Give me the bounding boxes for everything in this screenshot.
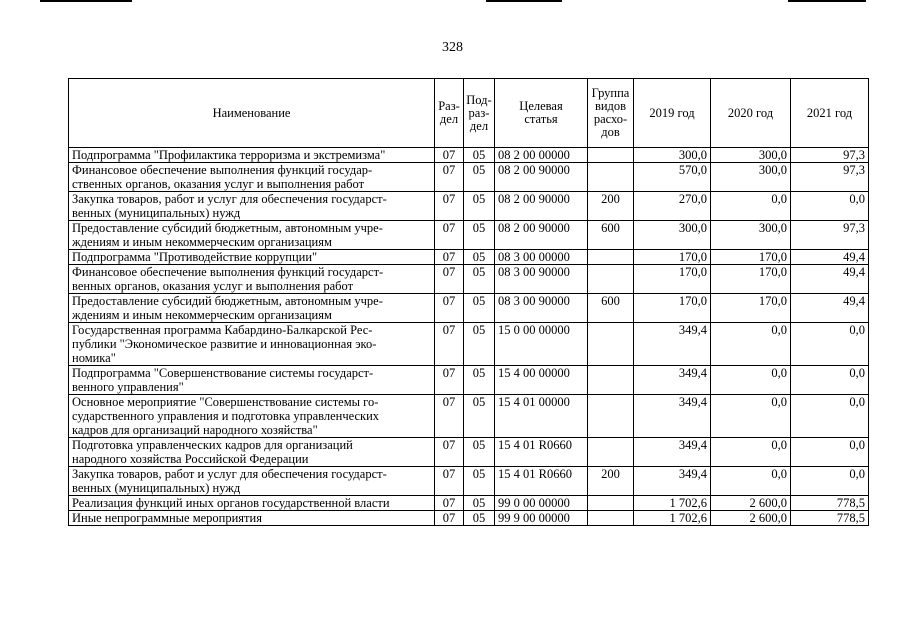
header-2019: 2019 год (634, 79, 711, 148)
cell-2019: 349,4 (634, 395, 711, 438)
cell-section: 07 (435, 221, 464, 250)
cell-2020: 300,0 (711, 221, 791, 250)
cell-2020: 0,0 (711, 323, 791, 366)
cell-section: 07 (435, 192, 464, 221)
cell-2019: 170,0 (634, 294, 711, 323)
cell-name: Подпрограмма "Совершенствование системы государст- венного управления" (69, 366, 435, 395)
cell-name: Предоставление субсидий бюджетным, автономным учре- ждениям и иным некоммерческим организациям (69, 221, 435, 250)
cell-2020: 0,0 (711, 366, 791, 395)
cell-2020: 300,0 (711, 163, 791, 192)
cell-subsection: 05 (464, 250, 495, 265)
cell-subsection: 05 (464, 467, 495, 496)
cell-2021: 49,4 (791, 265, 869, 294)
cell-target: 08 3 00 90000 (495, 294, 588, 323)
cell-subsection: 05 (464, 163, 495, 192)
cell-2021: 778,5 (791, 496, 869, 511)
cell-group (588, 323, 634, 366)
cell-subsection: 05 (464, 323, 495, 366)
table-row (69, 294, 869, 323)
scan-mark-1 (40, 0, 132, 2)
cell-group (588, 438, 634, 467)
cell-2021: 0,0 (791, 323, 869, 366)
table-row (69, 511, 869, 526)
cell-subsection: 05 (464, 148, 495, 163)
cell-2021: 49,4 (791, 294, 869, 323)
cell-2019: 170,0 (634, 250, 711, 265)
cell-group (588, 148, 634, 163)
cell-group: 600 (588, 221, 634, 250)
cell-subsection: 05 (464, 395, 495, 438)
cell-name: Государственная программа Кабардино-Балкарской Рес- публики "Экономическое развитие и инновационная эко- номика" (69, 323, 435, 366)
header-group: Группа видов расхо- дов (588, 79, 634, 148)
header-section: Раз- дел (435, 79, 464, 148)
cell-2021: 97,3 (791, 163, 869, 192)
table-row (69, 265, 869, 294)
cell-2019: 1 702,6 (634, 511, 711, 526)
cell-group: 600 (588, 294, 634, 323)
table-row (69, 163, 869, 192)
cell-section: 07 (435, 366, 464, 395)
cell-2021: 0,0 (791, 366, 869, 395)
cell-section: 07 (435, 148, 464, 163)
cell-name: Финансовое обеспечение выполнения функций государ- ственных органов, оказания услуг и выполнения работ (69, 163, 435, 192)
cell-target: 08 2 00 90000 (495, 192, 588, 221)
table-row (69, 192, 869, 221)
cell-2019: 349,4 (634, 438, 711, 467)
scan-mark-2 (486, 0, 562, 2)
cell-2019: 349,4 (634, 366, 711, 395)
header-name: Наименование (69, 79, 435, 148)
table-row (69, 323, 869, 366)
cell-name: Реализация функций иных органов государственной власти (69, 496, 435, 511)
header-subsection: Под- раз- дел (464, 79, 495, 148)
cell-2021: 0,0 (791, 438, 869, 467)
cell-name: Подпрограмма "Противодействие коррупции" (69, 250, 435, 265)
table-row (69, 496, 869, 511)
cell-target: 08 2 00 90000 (495, 221, 588, 250)
cell-2020: 170,0 (711, 294, 791, 323)
cell-2019: 300,0 (634, 221, 711, 250)
cell-name: Иные непрограммные мероприятия (69, 511, 435, 526)
cell-subsection: 05 (464, 511, 495, 526)
cell-target: 08 2 00 00000 (495, 148, 588, 163)
cell-target: 15 0 00 00000 (495, 323, 588, 366)
table-row (69, 250, 869, 265)
cell-section: 07 (435, 467, 464, 496)
cell-2020: 170,0 (711, 265, 791, 294)
cell-section: 07 (435, 265, 464, 294)
cell-2019: 1 702,6 (634, 496, 711, 511)
cell-subsection: 05 (464, 265, 495, 294)
cell-2019: 349,4 (634, 467, 711, 496)
cell-group (588, 265, 634, 294)
table-row (69, 148, 869, 163)
cell-name: Закупка товаров, работ и услуг для обеспечения государст- венных (муниципальных) нужд (69, 192, 435, 221)
cell-2020: 0,0 (711, 395, 791, 438)
cell-2021: 49,4 (791, 250, 869, 265)
cell-target: 08 3 00 90000 (495, 265, 588, 294)
cell-group (588, 395, 634, 438)
cell-group: 200 (588, 467, 634, 496)
cell-section: 07 (435, 438, 464, 467)
cell-2021: 778,5 (791, 511, 869, 526)
page-number: 328 (442, 40, 463, 55)
cell-group (588, 366, 634, 395)
cell-subsection: 05 (464, 294, 495, 323)
cell-subsection: 05 (464, 366, 495, 395)
cell-group (588, 496, 634, 511)
cell-section: 07 (435, 250, 464, 265)
cell-2020: 170,0 (711, 250, 791, 265)
cell-target: 08 3 00 00000 (495, 250, 588, 265)
cell-name: Подготовка управленческих кадров для организаций народного хозяйства Российской Федерации (69, 438, 435, 467)
header-2020: 2020 год (711, 79, 791, 148)
cell-section: 07 (435, 294, 464, 323)
cell-subsection: 05 (464, 438, 495, 467)
cell-target: 99 9 00 00000 (495, 511, 588, 526)
cell-2020: 300,0 (711, 148, 791, 163)
cell-group (588, 511, 634, 526)
cell-group (588, 163, 634, 192)
cell-name: Закупка товаров, работ и услуг для обеспечения государст- венных (муниципальных) нужд (69, 467, 435, 496)
table-row (69, 395, 869, 438)
scan-mark-3 (788, 0, 866, 2)
cell-section: 07 (435, 496, 464, 511)
table-body (69, 148, 869, 526)
table-row (69, 366, 869, 395)
cell-2019: 570,0 (634, 163, 711, 192)
cell-group (588, 250, 634, 265)
cell-2019: 170,0 (634, 265, 711, 294)
table-header-row (69, 79, 869, 148)
cell-section: 07 (435, 323, 464, 366)
cell-target: 15 4 01 R0660 (495, 438, 588, 467)
cell-2021: 0,0 (791, 395, 869, 438)
cell-2020: 0,0 (711, 192, 791, 221)
cell-target: 15 4 01 R0660 (495, 467, 588, 496)
cell-2021: 0,0 (791, 467, 869, 496)
header-target: Целевая статья (495, 79, 588, 148)
cell-target: 99 0 00 00000 (495, 496, 588, 511)
cell-2020: 2 600,0 (711, 511, 791, 526)
cell-2020: 0,0 (711, 438, 791, 467)
cell-name: Основное мероприятие "Совершенствование системы го- сударственного управления и подготовка управленческих кадров для организаций народного хозяйства" (69, 395, 435, 438)
cell-target: 15 4 00 00000 (495, 366, 588, 395)
cell-subsection: 05 (464, 496, 495, 511)
cell-name: Финансовое обеспечение выполнения функций государст- венных органов, оказания услуг и выполнения работ (69, 265, 435, 294)
table-row (69, 221, 869, 250)
header-2021: 2021 год (791, 79, 869, 148)
cell-target: 15 4 01 00000 (495, 395, 588, 438)
cell-2019: 270,0 (634, 192, 711, 221)
cell-target: 08 2 00 90000 (495, 163, 588, 192)
cell-2019: 349,4 (634, 323, 711, 366)
cell-name: Подпрограмма "Профилактика терроризма и экстремизма" (69, 148, 435, 163)
cell-2021: 0,0 (791, 192, 869, 221)
cell-section: 07 (435, 163, 464, 192)
cell-2019: 300,0 (634, 148, 711, 163)
cell-2020: 2 600,0 (711, 496, 791, 511)
cell-subsection: 05 (464, 192, 495, 221)
cell-2021: 97,3 (791, 148, 869, 163)
budget-table (68, 78, 869, 526)
table-row (69, 467, 869, 496)
cell-section: 07 (435, 395, 464, 438)
cell-2021: 97,3 (791, 221, 869, 250)
cell-subsection: 05 (464, 221, 495, 250)
cell-section: 07 (435, 511, 464, 526)
table-row (69, 438, 869, 467)
cell-group: 200 (588, 192, 634, 221)
cell-2020: 0,0 (711, 467, 791, 496)
cell-name: Предоставление субсидий бюджетным, автономным учре- ждениям и иным некоммерческим организациям (69, 294, 435, 323)
